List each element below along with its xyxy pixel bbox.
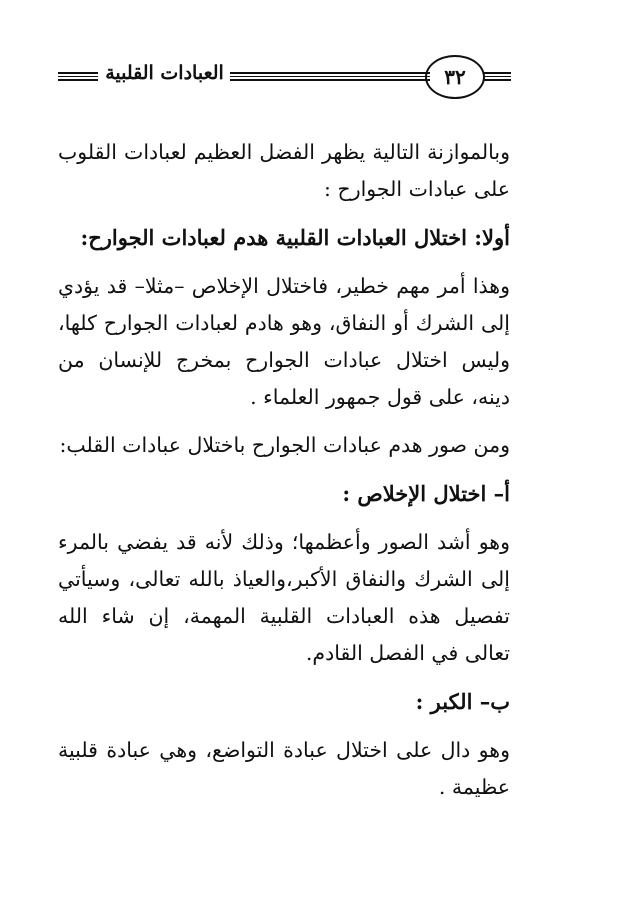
ikhlas-paragraph: وهو أشد الصور وأعظمها؛ وذلك لأنه قد يفضي بالمرء إلى الشرك والنفاق الأكبر،والعياذ بالله تعالى، وسيأتي تفصيل هذه العبادات القلبية المهمة، إن شاء الله تعالى في الفصل القادم. [58, 530, 510, 665]
intro-paragraph: وبالموازنة التالية يظهر الفضل العظيم لعبادات القلوب على عبادات الجوارح : [58, 140, 510, 201]
page-number: ٣٢ [425, 55, 485, 99]
examples-intro-paragraph: ومن صور هدم عبادات الجوارح باختلال عبادات القلب: [59, 433, 510, 457]
page-header [0, 0, 620, 110]
page-body [58, 134, 510, 817]
section-paragraph: وهذا أمر مهم خطير، فاختلال الإخلاص –مثلا– قد يؤدي إلى الشرك أو النفاق، وهو هادم لعبادات الجوارح كلها، وليس اختلال عبادات الجوارح بمخرج للإنسان من دينه، على قول جمهور العلماء . [58, 274, 510, 409]
header-rule-left [58, 72, 98, 81]
kibr-paragraph: وهو دال على اختلال عبادة التواضع، وهي عبادة قلبية عظيمة . [58, 738, 510, 799]
section-heading: أولا: اختلال العبادات القلبية هدم لعبادات الجوارح: [80, 225, 510, 250]
header-rule-right [483, 72, 511, 81]
subheading-kibr: ب– الكبر : [415, 689, 510, 714]
header-rule-middle [230, 72, 430, 81]
subheading-ikhlas: أ– اختلال الإخلاص : [342, 481, 510, 506]
running-title: العبادات القلبية [105, 62, 224, 84]
